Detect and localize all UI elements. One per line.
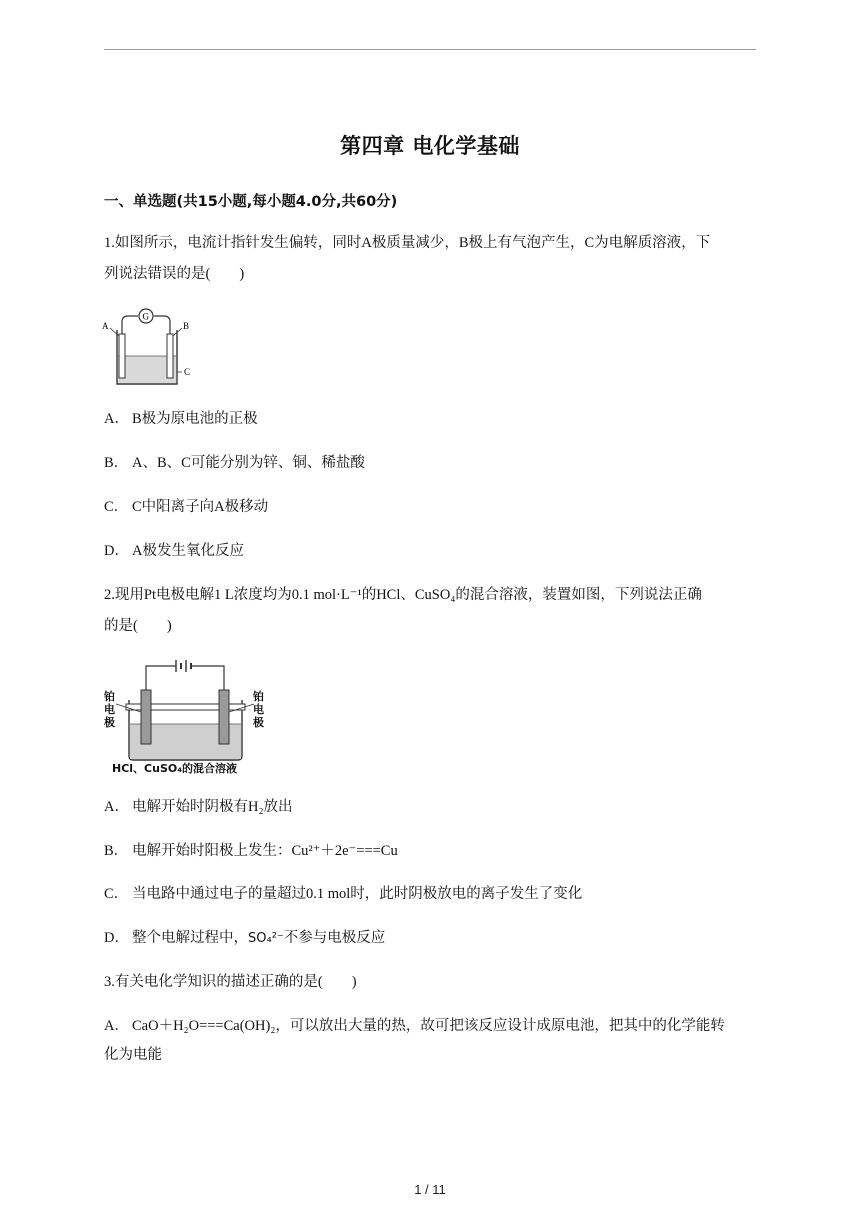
q2-option-a: A． 电解开始时阴极有H₂放出	[104, 799, 293, 815]
sulfate-ion-formula: SO₄²⁻	[248, 931, 284, 946]
q2-electrolysis-figure	[104, 656, 274, 776]
q1-option-c: C． C中阳离子向A极移动	[104, 499, 269, 515]
q1-label-a: A	[102, 321, 109, 331]
q2-option-c: C． 当电路中通过电子的量超过0.1 mol时，此时阴极放电的离子发生了变化	[104, 886, 583, 902]
q1-galvanic-cell-figure	[100, 304, 192, 390]
q2-label-solution: HCl、CuSO₄的混合溶液	[112, 762, 238, 775]
q2-option-d: D． 整个电解过程中，SO₄²⁻不参与电极反应	[104, 930, 386, 946]
q2-label-left-electrode: 铂电极	[104, 690, 115, 729]
q3-option-a-line2: 化为电能	[104, 1047, 162, 1063]
q2-label-right-electrode: 铂电极	[253, 690, 264, 729]
q1-stem-line2: 列说法错误的是( )	[104, 266, 245, 282]
q3-option-a-line1: A． CaO＋H₂O===Ca(OH)₂，可以放出大量的热，故可把该反应设计成原电池，把其中的化学能转	[104, 1018, 725, 1034]
q1-label-c: C	[184, 367, 191, 377]
q1-stem-line1: 1.如图所示，电流计指针发生偏转，同时A极质量减少，B极上有气泡产生，C为电解质溶液，下	[104, 235, 711, 251]
q3-stem: 3.有关电化学知识的描述正确的是( )	[104, 974, 357, 990]
q1-option-b: B． A、B、C可能分别为锌、铜、稀盐酸	[104, 455, 365, 471]
q2-option-b: B． 电解开始时阳极上发生：Cu²⁺＋2e⁻===Cu	[104, 843, 398, 859]
q2-stem-line1: 2.现用Pt电极电解1 L浓度均为0.1 mol·L⁻¹的HCl、CuSO₄的混合溶液，装置如图，下列说法正确	[104, 587, 702, 603]
q2-stem-line2: 的是( )	[104, 618, 172, 634]
page-title: 第四章 电化学基础	[340, 134, 520, 158]
header-rule	[104, 49, 756, 50]
page-number: 1 / 11	[414, 1182, 446, 1197]
section-heading: 一、单选题(共15小题,每小题4.0分,共60分)	[104, 194, 398, 210]
q1-option-d: D． A极发生氧化反应	[104, 543, 244, 559]
q1-option-a: A． B极为原电池的正极	[104, 411, 258, 427]
q1-galvanometer-label: G	[142, 311, 149, 322]
q1-label-b: B	[183, 321, 190, 331]
